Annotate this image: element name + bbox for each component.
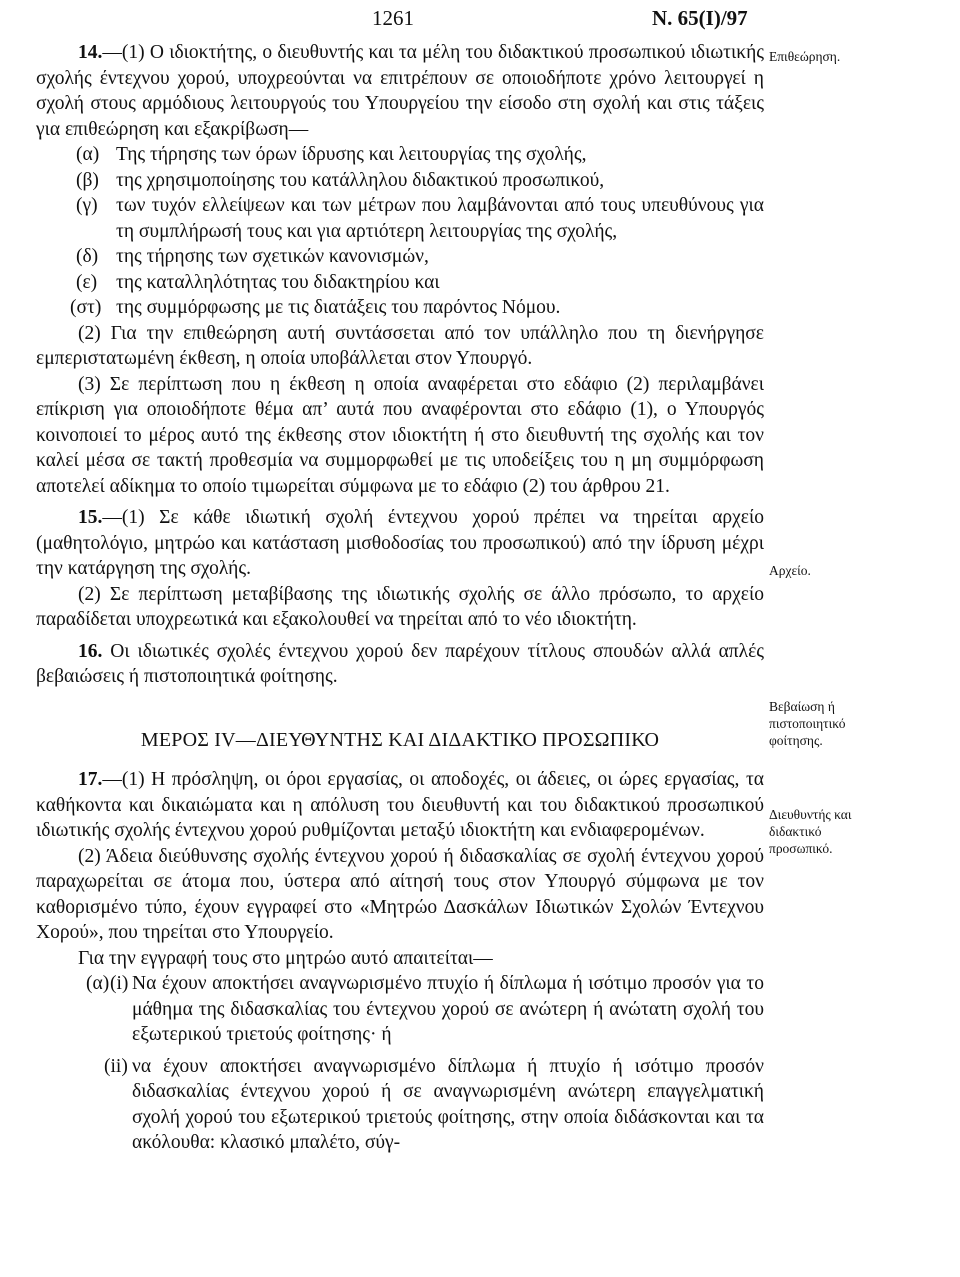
section-15-para-2: (2) Σε περίπτωση μεταβίβασης της ιδιωτικής σχολής σε άλλο πρόσωπο, το αρχείο παραδίδεται υποχρεωτικά και εξακολουθεί να τηρείται από το νέο ιδιοκτήτη. [36,583,764,630]
list-item-text: των τυχόν ελλείψεων και των μέτρων που λαμβάνονται από τους υπευθύνους για τη συμπλήρωσή τους και για αρτιότερη λειτουργίας της σχολής, [116,195,764,242]
section-14-number: 14. [78,42,103,63]
list-item-group-label: (α) [86,973,110,994]
section-16-text: Οι ιδιωτικές σχολές έντεχνου χορού δεν παρέχουν τίτλους σπουδών αλλά απλές βεβαιώσεις ή πιστοποιητικά φοίτησης. [36,640,765,687]
list-item-text: της χρησιμοποίησης του κατάλληλου διδακτικού προσωπικού, [116,169,605,191]
margin-note-director: Διευθυντής και διδακτικό προσωπικό. [769,807,852,856]
document-body [36,40,764,1156]
list-item [36,971,764,1048]
list-item-label: (δ) [76,246,99,267]
section-15-number: 15. [78,507,103,528]
margin-note-archive: Αρχείο. [769,563,811,578]
list-item [36,168,764,194]
section-15-para-1-text: —(1) Σε κάθε ιδιωτική σχολή έντεχνου χορού πρέπει να τηρείται αρχείο (μαθητολόγιο, μητρώο και κατάσταση μισθοδοσίας του προσωπικού) από την ίδρυση μέχρι την κατάργηση της σχολής. [36,507,764,579]
list-item-text: της τήρησης των σχετικών κανονισμών, [116,246,429,267]
list-item-text: της καταλληλότητας του διδακτηρίου και [116,271,440,293]
list-item-label: (στ) [70,297,102,318]
section-14-para-3: (3) Σε περίπτωση που η έκθεση η οποία αναφέρεται στο εδάφιο (2) περιλαμβάνει επίκριση για οποιοδήποτε θέμα απ’ αυτά που αναφέρονται στο εδάφιο (1), ο Υπουργός κοινοποιεί το μέρος αυτό της έκθεσης στον ιδιοκτήτη ή στο διευθυντή της σχολής και τον καλεί μέσα σε τακτή προθεσμία να συμμορφωθεί με τις υποδείξεις του η μη συμμόρφωση αποτελεί αδίκημα το οποίο τιμωρείται σύμφωνα με το εδάφιο (2) του άρθρου 21. [36,373,764,497]
list-item [36,142,764,168]
section-14-para-2: (2) Για την επιθεώρηση αυτή συντάσσεται από τον υπάλληλο που τη διενήργησε εμπεριστατωμένη έκθεση, η οποία υποβάλλεται στον Υπουργό. [36,322,764,369]
section-14-para-1 [36,40,764,142]
list-item-label: (α) [76,144,100,165]
list-item-label: (ε) [76,271,98,293]
list-item [36,1054,764,1156]
list-item-label: (i) [110,973,129,994]
list-item [36,244,764,270]
section-17-subitems [36,971,764,1156]
section-17-para-1 [36,767,764,844]
section-17-para-3: Για την εγγραφή τους στο μητρώο αυτό απαιτείται— [78,947,493,969]
margin-note-certificate: Βεβαίωση ή πιστοποιητικό φοίτησης. [769,699,846,748]
list-item [36,270,764,296]
list-item-text: Της τήρησης των όρων ίδρυσης και λειτουργίας της σχολής, [116,144,587,165]
list-item-text: Να έχουν αποκτήσει αναγνωρισμένο πτυχίο ή δίπλωμα ή ισότιμο προσόν για το μάθημα της διδασκαλίας του έντεχνου χορού σε ανώτερη ή ανώτατη σχολή του εξωτερικού τριετούς φοίτησης· ή [132,973,764,1045]
list-item [36,295,764,321]
page-number: 1261 [372,6,414,30]
list-item-text: να έχουν αποκτήσει αναγνωρισμένο δίπλωμα ή πτυχίο ή ισότιμο προσόν διδασκαλίας έντεχνου χορού ή σε αναγνωρισμένη ανώτερη επαγγελματική σχολή χορού του εξωτερικού τριετούς φοίτησης, στην οποία διδάσκονται και τα ακόλουθα: κλασικό μπαλέτο, σύγ- [132,1055,764,1153]
list-item-label: (β) [76,169,99,191]
list-item-label: (γ) [76,195,98,216]
part-title: ΜΕΡΟΣ IV—ΔΙΕΥΘΥΝΤΗΣ ΚΑΙ ΔΙΔΑΚΤΙΚΟ ΠΡΟΣΩΠΙΚΟ [140,728,660,751]
section-17-number: 17. [78,769,103,790]
list-item [36,193,764,244]
section-17-para-2: (2) Άδεια διεύθυνσης σχολής έντεχνου χορού ή διδασκαλίας σε σχολή έντεχνου χορού παραχωρείται σε άτομα που, ύστερα από αίτησή τους στον Υπουργό σύμφωνα με τον καθορισμένο τύπο, έχουν εγγραφεί στο «Μητρώο Δασκάλων Ιδιωτικών Σχολών Έντεχνου Χορού», που τηρείται στο Υπουργείο. [36,845,764,943]
section-15-para-1 [36,505,764,582]
margin-note-inspection: Επιθεώρηση. [769,49,841,64]
list-item-label: (ii) [104,1055,128,1077]
section-17-para-1-text: —(1) Η πρόσληψη, οι όροι εργασίας, οι αποδοχές, οι άδειες, οι ώρες εργασίας, τα καθήκοντα και δικαιώματα και η απόλυση του διευθυντή και του διδακτικού προσωπικού ιδιωτικής σχολής έντεχνου χορού ρυθμίζονται μεταξύ ιδιοκτήτη και ενδιαφερομένων. [36,769,764,841]
section-14-items [36,142,764,321]
section-16-para [36,639,764,690]
section-14-para-1-text: —(1) Ο ιδιοκτήτης, ο διευθυντής και τα μέλη του διδακτικού προσωπικού ιδιωτικής σχολής έντεχνου χορού, υποχρεούνται να επιτρέπουν σε οποιοδήποτε χρόνο λειτουργεί η σχολή στους αρμόδιους λειτουργούς του Υπουργείου την είσοδο στη σχολή και στις τάξεις για επιθεώρηση και εξακρίβωση— [36,42,764,140]
list-item-text: της συμμόρφωσης με τις διατάξεις του παρόντος Νόμου. [116,297,561,318]
law-number: Ν. 65(Ι)/97 [652,6,748,30]
section-16-number: 16. [78,640,103,662]
